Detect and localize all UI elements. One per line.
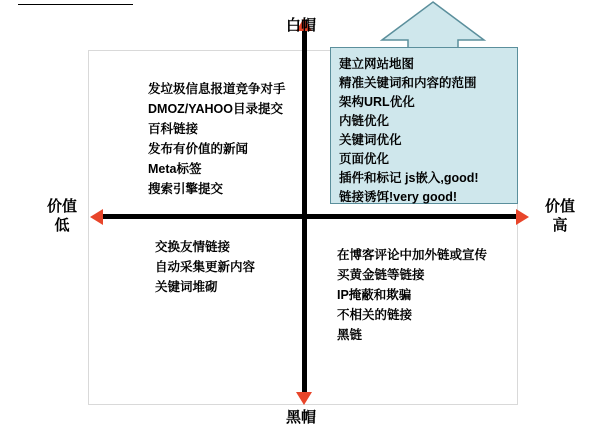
list-item: 在博客评论中加外链或宣传 xyxy=(337,248,488,262)
axis-label-left xyxy=(47,197,77,235)
top-rule-decoration xyxy=(18,4,133,5)
list-item: 自动采集更新内容 xyxy=(155,260,256,274)
axis-label-left-line2: 低 xyxy=(54,217,70,234)
list-item: 买黄金链等链接 xyxy=(337,268,425,282)
axis-label-top: 白帽 xyxy=(286,17,317,34)
quadrant-bottom-right-items xyxy=(337,245,487,345)
axis-arrow-down-icon xyxy=(296,392,312,405)
callout-line: 插件和标记 js嵌入,good! xyxy=(339,171,479,185)
list-item: 关键词堆砌 xyxy=(155,280,218,294)
axis-arrow-right-icon xyxy=(516,209,529,225)
callout-line: 页面优化 xyxy=(339,152,390,166)
quadrant-bottom-left-items xyxy=(155,237,255,297)
axis-arrow-left-icon xyxy=(90,209,103,225)
list-item: DMOZ/YAHOO目录提交 xyxy=(148,102,283,116)
callout-line: 关键词优化 xyxy=(339,133,402,147)
list-item: 发垃圾信息报道竞争对手 xyxy=(148,82,286,96)
list-item: 不相关的链接 xyxy=(337,308,413,322)
list-item: IP掩蔽和欺骗 xyxy=(337,288,412,302)
list-item: 搜索引擎提交 xyxy=(148,182,224,196)
list-item: 黑链 xyxy=(337,328,363,342)
vertical-axis xyxy=(302,28,307,400)
callout-box-white-hat-high-value xyxy=(330,47,518,204)
axis-label-bottom: 黑帽 xyxy=(286,409,317,426)
list-item: 交换友情链接 xyxy=(155,240,231,254)
callout-line: 链接诱饵!very good! xyxy=(339,190,458,204)
axis-label-left-line1: 价值 xyxy=(47,198,78,215)
axis-label-right xyxy=(545,197,575,235)
callout-line: 建立网站地图 xyxy=(339,57,415,71)
list-item: Meta标签 xyxy=(148,162,202,176)
horizontal-axis xyxy=(100,214,518,219)
callout-line: 架构URL优化 xyxy=(339,95,415,109)
callout-line: 内链优化 xyxy=(339,114,390,128)
callout-line: 精准关键词和内容的范围 xyxy=(339,76,477,90)
axis-label-right-line2: 高 xyxy=(552,217,568,234)
quadrant-top-left-items xyxy=(148,79,286,199)
list-item: 发布有价值的新闻 xyxy=(148,142,249,156)
list-item: 百科链接 xyxy=(148,122,199,136)
axis-label-right-line1: 价值 xyxy=(545,198,576,215)
